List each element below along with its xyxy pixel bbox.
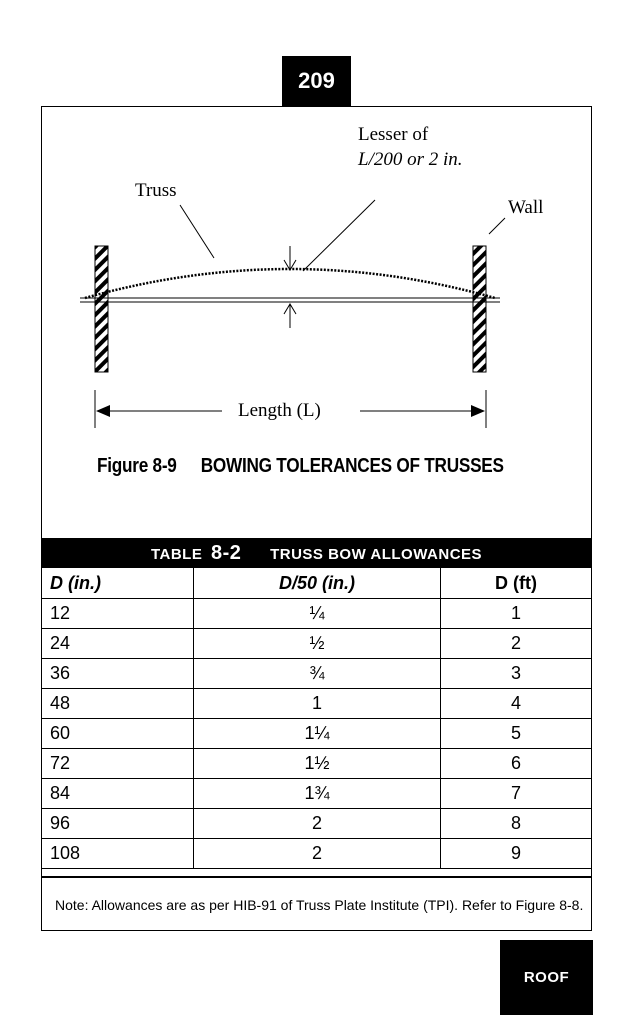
cell-d50: ¼ xyxy=(194,599,441,629)
table-row xyxy=(42,779,592,809)
cell-d50: 1½ xyxy=(194,749,441,779)
cell-d-ft: 9 xyxy=(441,839,592,869)
table-title-prefix: TABLE xyxy=(150,545,203,563)
left-wall xyxy=(95,246,108,372)
cell-d-ft: 5 xyxy=(441,719,592,749)
table-row xyxy=(42,689,592,719)
leader-wall xyxy=(489,218,505,234)
column-header: D (in.) xyxy=(42,568,194,599)
cell-d-ft: 3 xyxy=(441,659,592,689)
cell-d-in: 12 xyxy=(42,599,194,629)
page-number: 209 xyxy=(282,56,351,106)
cell-d-in: 108 xyxy=(42,839,194,869)
cell-d50: ¾ xyxy=(194,659,441,689)
cell-d50: ½ xyxy=(194,629,441,659)
truss-bow-table xyxy=(41,538,592,869)
cell-d-in: 36 xyxy=(42,659,194,689)
figure-caption xyxy=(97,455,504,478)
table-row xyxy=(42,629,592,659)
cell-d-in: 72 xyxy=(42,749,194,779)
cell-d-in: 48 xyxy=(42,689,194,719)
cell-d-in: 60 xyxy=(42,719,194,749)
cell-d50: 2 xyxy=(194,839,441,869)
label-wall: Wall xyxy=(508,197,544,218)
table-title xyxy=(42,538,592,568)
table-row xyxy=(42,749,592,779)
label-truss: Truss xyxy=(135,180,177,201)
cell-d50: 1¾ xyxy=(194,779,441,809)
cell-d50: 2 xyxy=(194,809,441,839)
cell-d-ft: 2 xyxy=(441,629,592,659)
figure-caption-title: BOWING TOLERANCES OF TRUSSES xyxy=(200,455,504,477)
label-lesser-line2: L/200 or 2 in. xyxy=(358,149,463,170)
length-arrow-left xyxy=(96,405,110,417)
table-row xyxy=(42,809,592,839)
label-lesser-line1: Lesser of xyxy=(358,124,429,145)
cell-d50: 1¼ xyxy=(194,719,441,749)
table-title-text: TRUSS BOW ALLOWANCES xyxy=(270,545,483,563)
table-row xyxy=(42,599,592,629)
cell-d-ft: 6 xyxy=(441,749,592,779)
leader-lesser xyxy=(303,200,375,271)
bowed-truss-curve xyxy=(85,269,495,298)
bowing-figure xyxy=(0,0,637,440)
cell-d-ft: 8 xyxy=(441,809,592,839)
table-row xyxy=(42,839,592,869)
section-tab-roof: ROOF xyxy=(500,940,593,1015)
right-wall xyxy=(473,246,486,372)
cell-d-in: 96 xyxy=(42,809,194,839)
table-note: Note: Allowances are as per HIB-91 of Truss Plate Institute (TPI). Refer to Figure 8-8. xyxy=(41,876,592,931)
table-row xyxy=(42,719,592,749)
length-arrow-right xyxy=(471,405,485,417)
cell-d-ft: 7 xyxy=(441,779,592,809)
cell-d-in: 84 xyxy=(42,779,194,809)
column-header: D/50 (in.) xyxy=(194,568,441,599)
figure-caption-number: Figure 8-9 xyxy=(97,455,177,477)
table-row xyxy=(42,659,592,689)
column-header: D (ft) xyxy=(441,568,592,599)
cell-d-in: 24 xyxy=(42,629,194,659)
table-title-number: 8-2 xyxy=(211,541,242,564)
cell-d-ft: 1 xyxy=(441,599,592,629)
label-length: Length (L) xyxy=(238,400,321,421)
cell-d-ft: 4 xyxy=(441,689,592,719)
leader-truss xyxy=(180,205,214,258)
cell-d50: 1 xyxy=(194,689,441,719)
